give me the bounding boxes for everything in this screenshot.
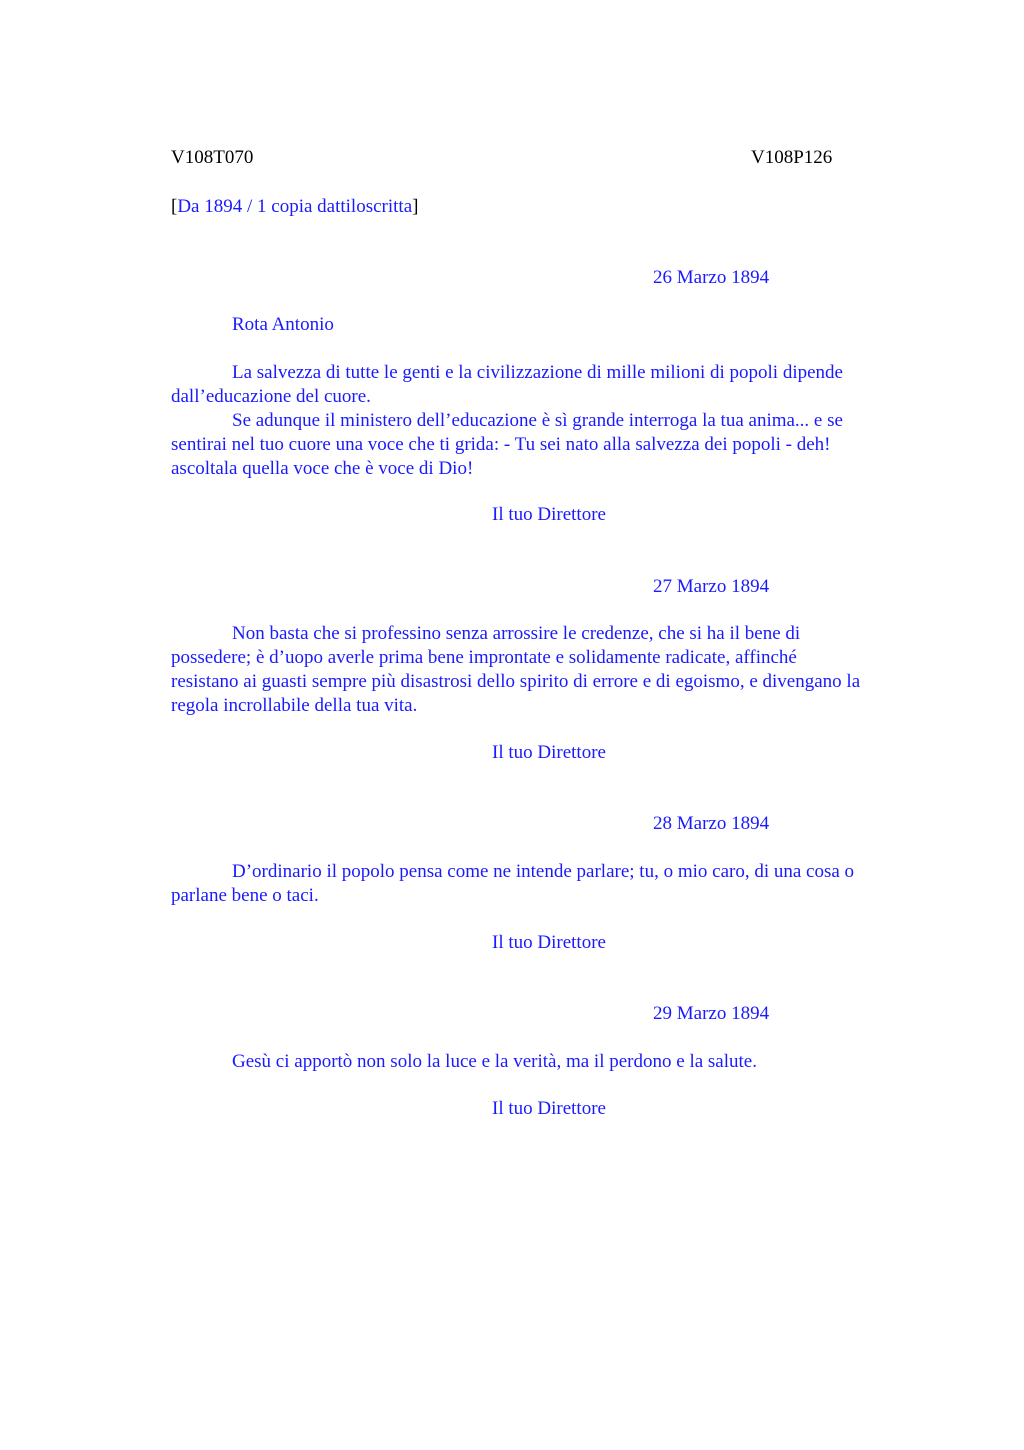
entry-signature: Il tuo Direttore <box>492 932 606 953</box>
body-line: Non basta che si professino senza arrossire le credenze, che si ha il bene di <box>232 623 801 644</box>
body-line: dall’educazione del cuore. <box>171 386 371 407</box>
body-line: Se adunque il ministero dell’educazione è sì grande interroga la tua anima... e se <box>232 410 843 431</box>
body-line: parlane bene o taci. <box>171 885 319 906</box>
entry-body <box>171 622 931 718</box>
entry-signature: Il tuo Direttore <box>492 1098 606 1119</box>
entry-body <box>171 361 931 481</box>
entry-date: 28 Marzo 1894 <box>653 813 770 834</box>
body-line: Gesù ci apportò non solo la luce e la verità, ma il perdono e la salute. <box>232 1051 757 1072</box>
body-line: La salvezza di tutte le genti e la civilizzazione di mille milioni di popoli dipende <box>232 362 843 383</box>
body-line: sentirai nel tuo cuore una voce che ti grida: - Tu sei nato alla salvezza dei popoli - deh! <box>171 434 831 455</box>
entry-date: 29 Marzo 1894 <box>653 1003 770 1024</box>
body-line: ascoltala quella voce che è voce di Dio! <box>171 458 474 479</box>
source-note <box>171 195 418 219</box>
body-line: resistano ai guasti sempre più disastrosi dello spirito di errore e di egoismo, e divengano la <box>171 671 861 692</box>
entry-date: 27 Marzo 1894 <box>653 576 770 597</box>
doc-code-left: V108T070 <box>171 147 254 168</box>
body-line: D’ordinario il popolo pensa come ne intende parlare; tu, o mio caro, di una cosa o <box>232 861 855 882</box>
entry-body <box>171 1050 931 1074</box>
source-note-close-bracket: ] <box>412 196 419 217</box>
source-note-text: Da 1894 / 1 copia dattiloscritta <box>177 196 413 217</box>
body-line: regola incrollabile della tua vita. <box>171 695 418 716</box>
doc-code-right: V108P126 <box>751 147 833 168</box>
entry-body <box>171 860 931 908</box>
source-note-open-bracket: [ <box>171 196 178 217</box>
entry-date: 26 Marzo 1894 <box>653 267 770 288</box>
body-line: possedere; è d’uopo averle prima bene improntate e solidamente radicate, affinché <box>171 647 797 668</box>
recipient-name: Rota Antonio <box>232 314 334 335</box>
entry-signature: Il tuo Direttore <box>492 742 606 763</box>
entry-signature: Il tuo Direttore <box>492 504 606 525</box>
